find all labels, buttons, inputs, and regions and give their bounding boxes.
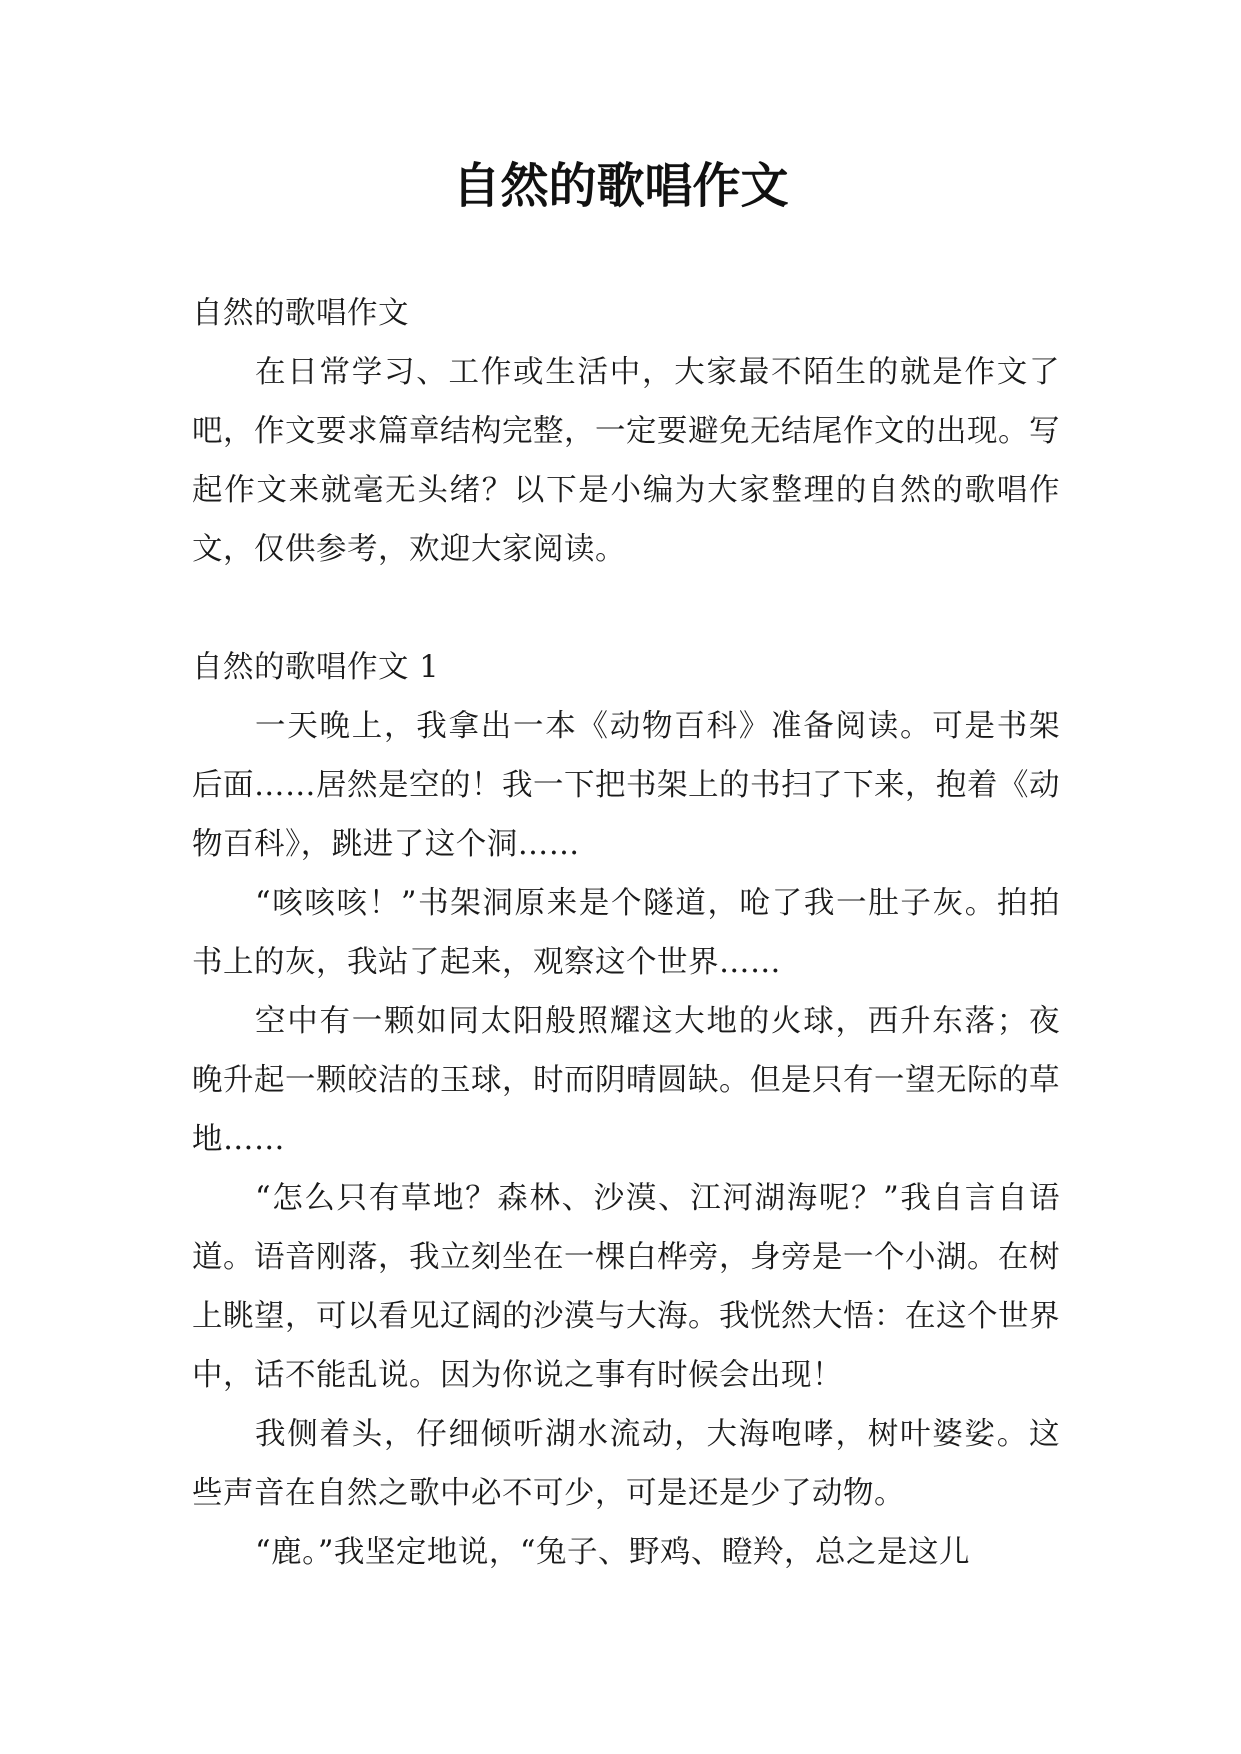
subtitle: 自然的歌唱作文 [192, 296, 409, 331]
body-paragraph: “怎么只有草地？森林、沙漠、江河湖海呢？”我自言自语道。语音刚落，我立刻坐在一棵白桦旁，身旁是一个小湖。在树上眺望，可以看见辽阔的沙漠与大海。我恍然大悟：在这个世界中，话不能乱说。因为你说之事有时候会出现！ [192, 1181, 1060, 1393]
body-paragraph: 一天晚上，我拿出一本《动物百科》准备阅读。可是书架后面……居然是空的！我一下把书架上的书扫了下来，抱着《动物百科》，跳进了这个洞…… [192, 709, 1060, 862]
body-paragraph: “咳咳咳！”书架洞原来是个隧道，呛了我一肚子灰。拍拍书上的灰，我站了起来，观察这个世界…… [192, 886, 1060, 980]
document-title: 自然的歌唱作文 [452, 158, 789, 214]
body-paragraph: 空中有一颗如同太阳般照耀这大地的火球，西升东落；夜晚升起一颗皎洁的玉球，时而阴晴圆缺。但是只有一望无际的草地…… [192, 1004, 1060, 1157]
section-heading: 自然的歌唱作文 1 [192, 650, 440, 685]
section-spacer [192, 579, 1060, 638]
intro-paragraph: 在日常学习、工作或生活中，大家最不陌生的就是作文了吧，作文要求篇章结构完整，一定要避免无结尾作文的出现。写起作文来就毫无头绪？以下是小编为大家整理的自然的歌唱作文，仅供参考，欢迎大家阅读。 [192, 355, 1060, 567]
body-paragraph: 我侧着头，仔细倾听湖水流动，大海咆哮，树叶婆娑。这些声音在自然之歌中必不可少，可是还是少了动物。 [192, 1417, 1060, 1511]
body-paragraph: “鹿。”我坚定地说，“兔子、野鸡、瞪羚，总之是这儿 [255, 1535, 971, 1570]
document-body [192, 284, 1060, 1582]
